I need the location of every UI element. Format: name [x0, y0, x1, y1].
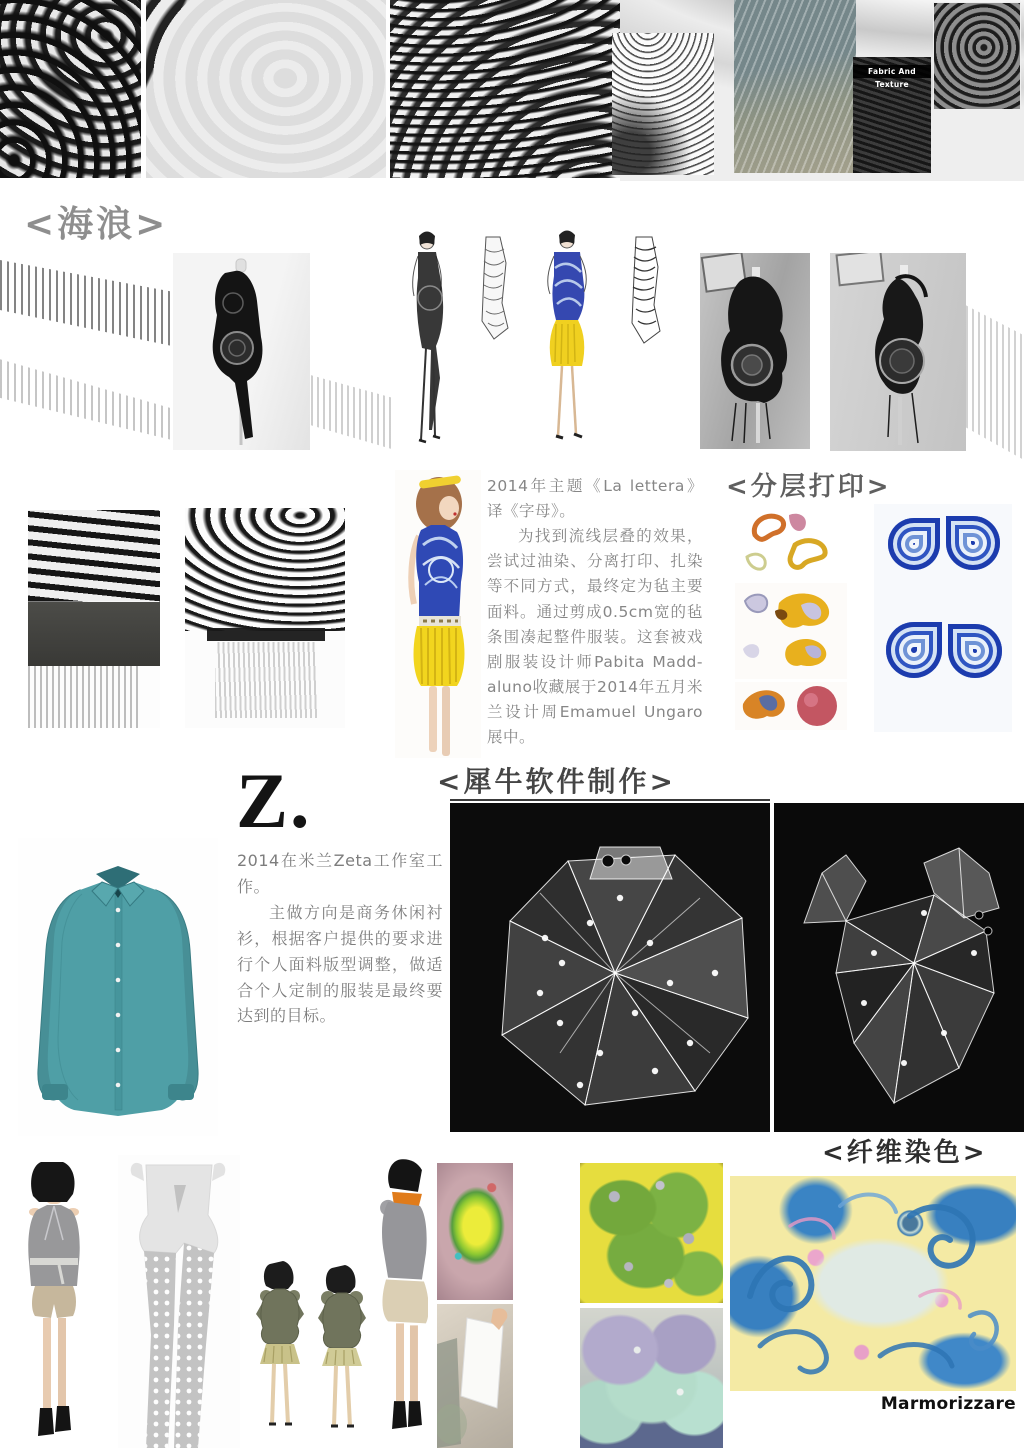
marbling-photo-green-yellow-cells [580, 1163, 723, 1303]
teardrop-shape [886, 622, 942, 678]
rhino-render-polyhedron-bag [450, 803, 770, 1132]
teardrop-shape [948, 624, 1002, 678]
model-photo-partial-orange-collar [378, 1158, 428, 1432]
black-dress-front-photo [173, 253, 310, 450]
model-photo-blue-yellow-dress [395, 470, 481, 758]
section-title-fiber-dye: <纤维染色> [822, 1138, 988, 1168]
striped-band-decoration [0, 256, 196, 356]
striped-band-decoration [305, 372, 395, 450]
garment-sketch-striped [612, 233, 672, 347]
lettera-paragraph-2: 为找到流线层叠的效果，尝试过油染、分离打印、扎染等不同方式，最终定为毡主要面料。通过剪成0.5cm宽的毡条围凑起整件服装。这套被戏剧服装设计师Pabita Madd-aluno收藏展于2014年五月米兰设计周Emamuel Ungaro展中。 [487, 527, 703, 747]
divider-line [450, 799, 770, 801]
garment-detail-photo-stripes [28, 510, 160, 728]
striped-band-decoration [0, 350, 180, 442]
marbling-process-photo-hands-paper [437, 1304, 513, 1448]
marbling-photo-yellow-green [437, 1163, 513, 1300]
fashion-sketch-pair-olive-jackets [252, 1256, 380, 1434]
section-title-layered-print: <分层打印> [726, 472, 892, 502]
teal-shirt-photo [18, 838, 218, 1136]
contour-drawing-photo [612, 33, 714, 175]
black-dress-side-photo [700, 253, 810, 449]
marbling-photo-teal-purple-cells [580, 1308, 723, 1448]
zeta-paragraph-2: 主做方向是商务休闲衬衫，根据客户提供的要求进行个人面料版型调整，做适合个人定制的服装是最终要达到的目标。 [237, 902, 443, 1026]
teardrop-shape [888, 518, 940, 570]
zeta-paragraph-1: 2014在米兰Zeta工作室工作。 [237, 851, 443, 896]
dye-fragments-photo-2 [735, 583, 847, 679]
marbling-photo-large-swirl [730, 1176, 1016, 1391]
garment-sketch-hatched [466, 233, 520, 343]
teardrop-shape [946, 516, 1000, 570]
texture-photo-wavy-lines [390, 0, 621, 178]
texture-photo-swirl-2 [146, 0, 386, 178]
rhino-render-polyhedron-bull [774, 803, 1024, 1132]
texture-photo-swirl-1 [0, 0, 141, 178]
zeta-logo: Z. [236, 757, 312, 844]
blue-teardrop-print-photo [874, 504, 1012, 732]
marble-caption: Marmorizzare [880, 1394, 1016, 1414]
fabric-texture-caption: Fabric And Texture [853, 65, 931, 78]
fabric-texture-photo [853, 57, 931, 173]
dye-fragments-photo-1 [737, 507, 845, 579]
dye-fragments-photo-3 [735, 682, 847, 730]
model-photo-gray-jacket [15, 1158, 95, 1441]
fashion-sketch-figure-black-dress [388, 228, 466, 454]
pleated-dress-photo [734, 0, 856, 173]
fashion-sketch-figure-blue-yellow [526, 228, 608, 448]
zeta-description-text [237, 848, 443, 1029]
section-title-waves: <海浪> [24, 204, 169, 245]
garment-detail-photo-fringe [185, 508, 345, 728]
lettera-paragraph-1: 2014年主题《La lettera》译《字母》。 [487, 477, 703, 521]
faded-photo-peplum-outfit [118, 1155, 240, 1448]
rock-contour-photo [933, 2, 1021, 110]
lettera-description-text [487, 474, 703, 750]
section-title-rhino: <犀牛软件制作> [437, 765, 676, 798]
black-dress-back-photo [830, 253, 966, 451]
